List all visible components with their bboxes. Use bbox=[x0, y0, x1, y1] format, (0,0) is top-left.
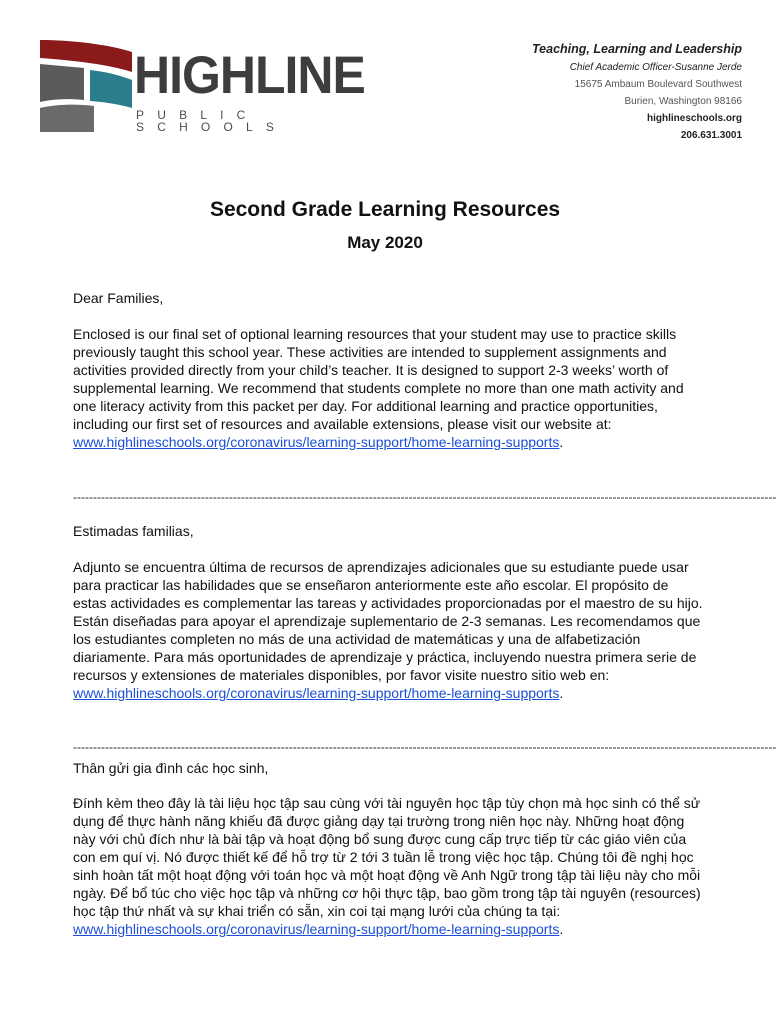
spanish-body: Adjunto se encuentra última de recursos de aprendizajes adicionales que su estudiante puede usar para practicar las habilidades que se enseñaron anteriormente este año escolar. El propósito de estas actividades es complementar las tareas y actividades proporcionadas por el maestro de su hijo. Están diseñadas para apoyar el aprendizaje suplementario de 2-3 semanas. Les recomendamos que los estudiantes completen no más de una actividad de matemáticas y una de alfabetización diariamente. Para más oportunidades de aprendizaje y práctica, incluyendo nuestra primera serie de recursos y extensiones de materiales disponibles, por favor visite nuestro sitio web en: bbox=[73, 559, 703, 683]
spanish-website-link[interactable]: www.highlineschools.org/coronavirus/learning-support/home-learning-supports bbox=[73, 685, 560, 701]
vietnamese-section bbox=[73, 794, 703, 938]
contact-website: highlineschools.org bbox=[646, 113, 742, 124]
page-title: Second Grade Learning Resources bbox=[209, 198, 561, 221]
highline-logo bbox=[38, 38, 368, 133]
address-line-2: Burien, Washington 98166 bbox=[624, 96, 742, 107]
highline-logo-mark-icon bbox=[38, 38, 132, 133]
contact-block bbox=[532, 42, 742, 144]
vietnamese-period: . bbox=[559, 921, 564, 937]
spanish-greeting: Estimadas familias, bbox=[73, 523, 194, 539]
contact-phone: 206.631.3001 bbox=[680, 130, 742, 141]
english-body: Enclosed is our final set of optional learning resources that your student may use to practice skills previously taught this school year. These activities are intended to supplement assignments and activities provided directly from your child’s teacher. It is designed to support 2-3 weeks’ worth of supplemental learning. We recommend that students complete no more than one math activity and one literacy activity from this packet per day. For additional learning and practice opportunities, including our first set of resources and available extensions, please visit our website at: bbox=[73, 326, 684, 432]
section-divider-2: -------------------------------------------------------------------------------------------------------------------------------------------------------------------------------- bbox=[73, 740, 776, 754]
english-period: . bbox=[559, 434, 564, 450]
officer-name: Chief Academic Officer-Susanne Jerde bbox=[569, 62, 742, 73]
vietnamese-website-link[interactable]: www.highlineschools.org/coronavirus/learning-support/home-learning-supports bbox=[73, 921, 560, 937]
section-divider-1: -------------------------------------------------------------------------------------------------------------------------------------------------------------------------------- bbox=[73, 490, 776, 504]
vietnamese-body: Đính kèm theo đây là tài liệu học tập sau cùng với tài nguyên học tập tùy chọn mà học sinh có thể sử dụng để thực hành năng khiếu đã được giảng dạy tại trường trong niên học này. Những hoạt động này với chủ đích như là bài tập và hoạt động bổ sung được cung cấp trực tiếp từ các giáo viên của con em quí vị. Nó được thiết kế để hỗ trợ từ 2 tới 3 tuần lễ trong việc học tập. Chúng tôi đề nghị học sinh hoàn tất một hoạt động với toán học và một hoạt động về Anh Ngữ trong tập tài liệu này cho mỗi ngày. Để bổ túc cho việc học tập và những cơ hội thực tập, bao gồm trong tập tài nguyên (resources) học tập thứ nhất và sự khai triển có sẵn, xin coi tại mạng lưới của chúng ta tại: bbox=[73, 795, 701, 919]
english-greeting: Dear Families, bbox=[73, 290, 164, 306]
logo-wordmark: HIGHLINE bbox=[134, 45, 365, 105]
address-line-1: 15675 Ambaum Boulevard Southwest bbox=[574, 79, 742, 90]
department-name: Teaching, Learning and Leadership bbox=[532, 42, 742, 56]
page-subtitle: May 2020 bbox=[347, 233, 423, 252]
english-website-link[interactable]: www.highlineschools.org/coronavirus/learning-support/home-learning-supports bbox=[73, 434, 560, 450]
english-section bbox=[73, 325, 703, 451]
vietnamese-greeting: Thân gửi gia đình các học sinh, bbox=[73, 760, 269, 776]
spanish-period: . bbox=[559, 685, 564, 701]
spanish-section bbox=[73, 558, 703, 702]
logo-tagline: PUBLIC SCHOOLS bbox=[136, 108, 288, 134]
